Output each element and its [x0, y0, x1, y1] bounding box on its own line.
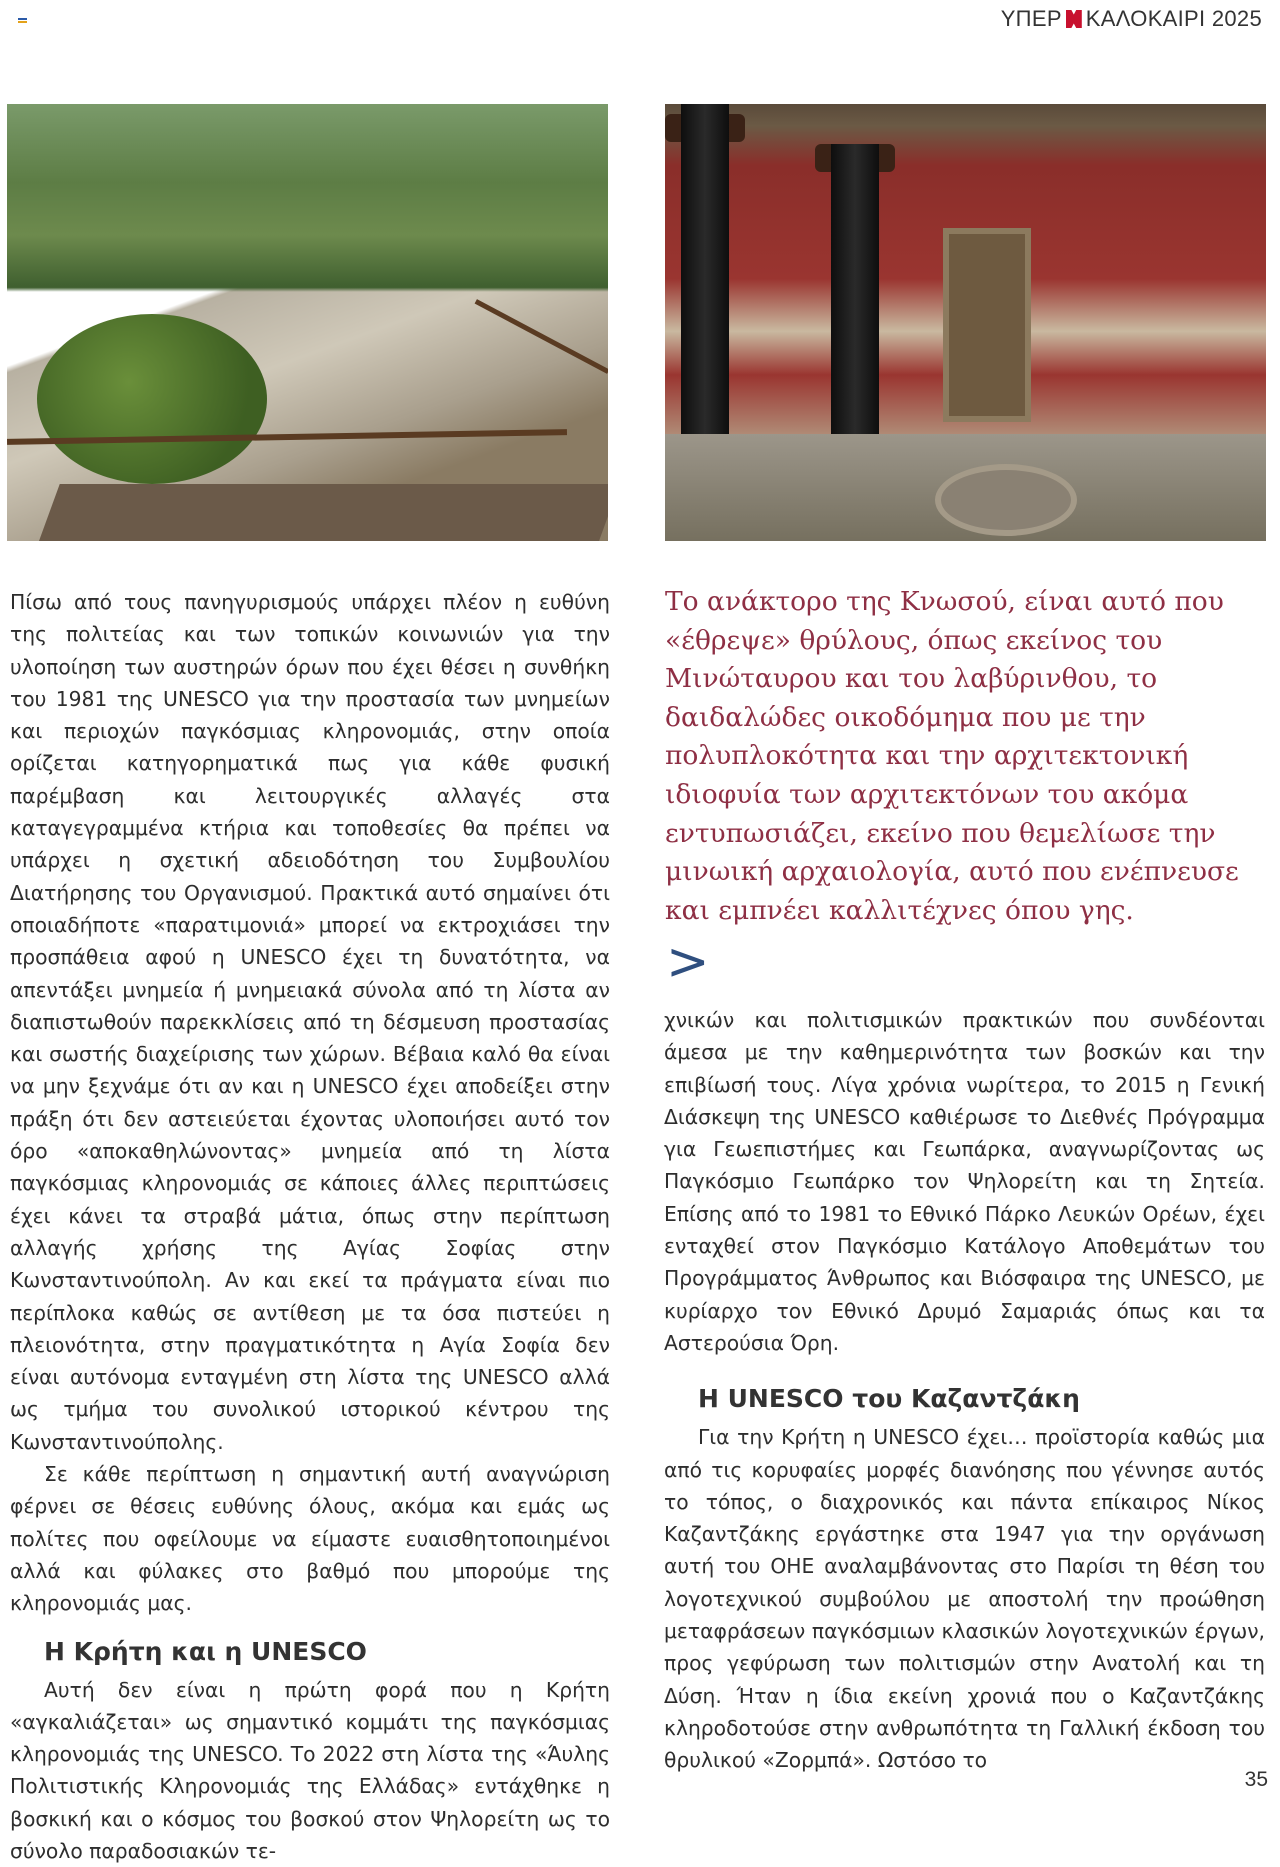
paragraph: Πίσω από τους πανηγυρισμούς υπάρχει πλέον η ευθύνη της πολιτείας και των τοπικών κοινωνιών για την υλοποίηση των αυστηρών όρων που έχει θέσει η συνθήκη του 1981 της UNESCO για την προστασία των μνημείων και περιοχών παγκόσμιας κληρονομιάς, στην οποία ορίζεται κατηγορηματικά πως για κάθε φυσική παρέμβαση και λειτουργικές αλλαγές στα καταγεγραμμένα κτήρια και τοποθεσίες θα πρέπει να υπάρχει η σχετική αδειοδότηση του Συμβουλίου Διατήρησης του Οργανισμού. Πρακτικά αυτό σημαίνει ότι οποιαδήποτε «παρατιμονιά» μπορεί να εκτροχιάσει την προσπάθεια αφού η UNESCO έχει τη δυνατότητα, να απεντάξει μνημεία ή μνημειακά σύνολα από τη λίστα αν διαπιστωθούν παρεκκλίσεις από τη δέσμευση προστασίας και σωστής διαχείρισης των χώρων. Βέβαια καλό θα είναι να μην ξεχνάμε ότι αν και η UNESCO έχει αποδείξει στην πράξη ότι δεν αστειεύεται έχοντας υλοποιήσει αυτό τον όρο «αποκαθηλώνοντας» μνημεία από τη λίστα παγκόσμιας κληρονομιάς σε κάποιες άλλες περιπτώσεις έχει κάνει τα στραβά μάτια, όπως στην περίπτωση αλλαγής χρήσης της Αγίας Σοφίας στην Κωνσταντινούπολη. Αν και εκεί τα πράγματα είναι πιο περίπλοκα καθώς σε αντίθεση με τα όσα πιστεύει η πλειονότητα, στην πραγματικότητα η Αγία Σοφία δεν είναι αυτόνομα ενταγμένη στη λίστα της UNESCO αλλά ως τμήμα του συνολικού ιστορικού κέντρου της Κωνσταντινούπολης. [10, 586, 610, 1458]
palace-photo [665, 104, 1266, 541]
section-heading: Η Κρήτη και η UNESCO [44, 1634, 610, 1670]
photo-column [681, 104, 729, 484]
ruins-photo [7, 104, 608, 541]
photo-walkway [34, 484, 608, 541]
photo-railing-right [475, 299, 608, 374]
paragraph: χνικών και πολιτισμικών πρακτικών που συνδέονται άμεσα με την καθημερινότητα των βοσκών και την επιβίωσή τους. Λίγα χρόνια νωρίτερα, το 2015 η Γενική Διάσκεψη της UNESCO καθιέρωσε το Διεθνές Πρόγραμμα για Γεωεπιστήμες και Γεωπάρκα, αναγνωρίζοντας ως Παγκόσμιο Γεωπάρκο τον Ψηλορείτη και τη Σητεία. Επίσης από το 1981 το Εθνικό Πάρκο Λευκών Ορέων, έχει ενταχθεί στον Παγκόσμιο Κατάλογο Αποθεμάτων του Προγράμματος Άνθρωπος και Βιόσφαιρα της UNESCO, με κυρίαρχο τον Εθνικό Δρυμό Σαμαριάς όπως και τα Αστερούσια Όρη. [664, 1004, 1265, 1359]
issue-label: ΚΑΛΟΚΑΙΡΙ 2025 [1086, 6, 1262, 31]
chevron-right-icon: > [666, 936, 710, 988]
page-number: 35 [1245, 1768, 1268, 1792]
article-left-column [10, 586, 610, 1867]
paragraph: Αυτή δεν είναι η πρώτη φορά που η Κρήτη «αγκαλιάζεται» ως σημαντικό κομμάτι της παγκόσμιας κληρονομιάς της UNESCO. Το 2022 στη λίστα της «Άυλης Πολιτιστικής Κληρονομιάς της Ελλάδας» εντάχθηκε η βοσκική και ο κόσμος του βοσκού στον Ψηλορείτη ως το σύνολο παραδοσιακών τε- [10, 1674, 610, 1867]
paragraph: Σε κάθε περίπτωση η σημαντική αυτή αναγνώριση φέρνει σε θέσεις ευθύνης όλους, ακόμα και εμάς ως πολίτες που οφείλουμε να είμαστε ευαισθητοποιημένοι αλλά και φύλακες στο βαθμό που μπορούμε της κληρονομιάς μας. [10, 1458, 610, 1619]
photo-tree [37, 314, 267, 484]
section-heading: Η UNESCO του Καζαντζάκη [698, 1381, 1265, 1417]
pull-quote: Το ανάκτορο της Κνωσού, είναι αυτό που «έθρεψε» θρύλους, όπως εκείνος του Μινώταυρου και του λαβύρινθου, το δαιδαλώδες οικοδόμημα που με την πολυπλοκότητα και την αρχιτεκτονική ιδιοφυία των αρχιτεκτόνων του ακόμα εντυπωσιάζει, εκείνο που θεμελίωσε την μινωική αρχαιολογία, αυτό που ενέπνευσε και εμπνέει καλλιτέχνες όπου γης. [665, 583, 1280, 930]
running-header [1001, 6, 1262, 32]
photo-column [831, 144, 879, 454]
paragraph: Για την Κρήτη η UNESCO έχει… προϊστορία καθώς μια από τις κορυφαίες μορφές διανόησης που γέννησε αυτός το τόπος, ο διαχρονικός και πάντα επίκαιρος Νίκος Καζαντζάκης εργάστηκε στα 1947 για την οργάνωση αυτή του ΟΗΕ αναλαμβάνοντας στο Παρίσι τη θέση του λογοτεχνικού συμβούλου με αποστολή την προώθηση μεταφράσεων παγκόσμιων κλασικών λογοτεχνικών έργων, προς γεφύρωση των πολιτισμών στην Ανατολή και τη Δύση. Ήταν η ίδια εκείνη χρονιά που ο Καζαντζάκης κληροδοτούσε στην ανθρωπότητα τη Γαλλική έκδοση του θρυλικού «Ζορμπά». Ωστόσο το [664, 1421, 1265, 1776]
article-right-column [664, 1004, 1265, 1777]
magazine-logo-icon [1066, 10, 1082, 28]
photo-basin [935, 464, 1077, 536]
flag-icon [18, 18, 27, 25]
photo-doorway [943, 228, 1031, 422]
magazine-name: ΥΠΕΡ [1001, 6, 1062, 31]
